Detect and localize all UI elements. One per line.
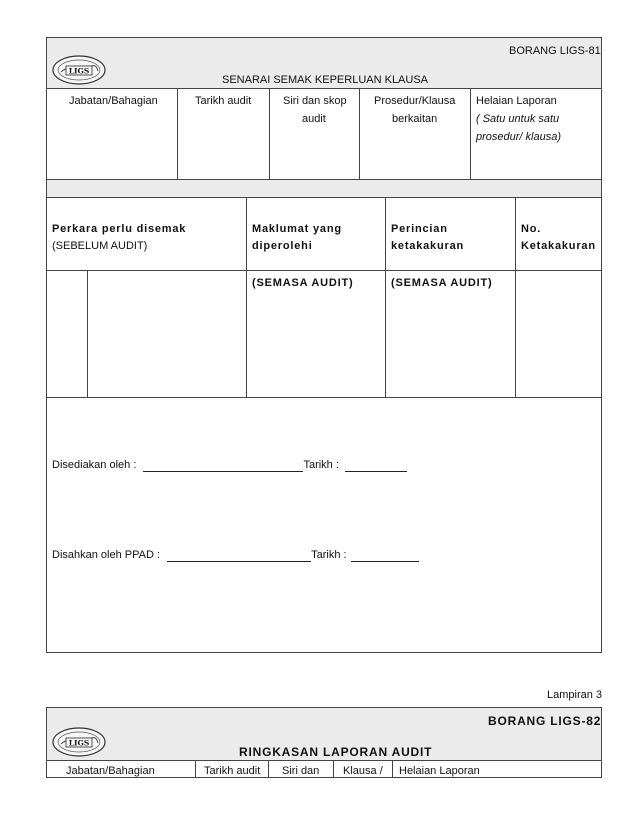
- form-title: SENARAI SEMAK KEPERLUAN KLAUSA: [222, 74, 429, 86]
- ligs-logo: [52, 55, 106, 85]
- header-perkara: Perkara perlu disemak: [52, 223, 187, 235]
- header-prosedur-line2: berkaitan: [392, 113, 438, 125]
- header-helaian-line3: prosedur/ klausa): [476, 131, 561, 143]
- svg-text:LIGS: LIGS: [68, 738, 90, 748]
- header-sebelum-audit: (SEBELUM AUDIT): [52, 240, 148, 252]
- header-no-line1: No.: [521, 223, 542, 235]
- form2-rule-header: [46, 760, 602, 761]
- svg-text:LIGS: LIGS: [68, 66, 90, 76]
- border-left: [46, 37, 47, 653]
- col-div-6: [385, 197, 386, 398]
- header-maklumat-line1: Maklumat yang: [252, 223, 342, 235]
- header-jabatan: Jabatan/Bahagian: [69, 95, 158, 107]
- field-disediakan-oleh[interactable]: [143, 460, 303, 472]
- border-right: [601, 37, 602, 653]
- signoff-disahkan: [52, 548, 419, 562]
- rule-header: [46, 88, 602, 89]
- form2-col-div-4: [392, 760, 393, 777]
- label-disediakan: Disediakan oleh :: [52, 459, 137, 471]
- header-perincian-line1: Perincian: [391, 223, 448, 235]
- field-tarikh-1[interactable]: [345, 460, 407, 472]
- form2-border-top: [46, 707, 602, 708]
- rule-section-body: [46, 397, 602, 398]
- label-tarikh-1: Tarikh :: [303, 459, 339, 471]
- spacer-row: [47, 180, 601, 197]
- label-disahkan: Disahkan oleh PPAD :: [52, 549, 161, 561]
- form2-header-tarikh: Tarikh audit: [204, 765, 261, 777]
- border-bottom: [46, 652, 602, 653]
- header-perincian-line2: ketakakuran: [391, 240, 465, 252]
- col-div-5: [246, 197, 247, 398]
- header-helaian-line1: Helaian Laporan: [476, 95, 557, 107]
- label-tarikh-2: Tarikh :: [311, 549, 347, 561]
- header-siri-line2: audit: [302, 113, 326, 125]
- field-disahkan-oleh[interactable]: [167, 550, 311, 562]
- col-div-4: [470, 88, 471, 180]
- col-div-1: [177, 88, 178, 180]
- field-tarikh-2[interactable]: [351, 550, 419, 562]
- ligs-logo-2: [52, 727, 106, 757]
- form2-header-jabatan: Jabatan/Bahagian: [66, 765, 155, 777]
- border-top: [46, 37, 602, 38]
- form2-title: RINGKASAN LAPORAN AUDIT: [239, 745, 433, 759]
- header-maklumat-line2: diperolehi: [252, 240, 313, 252]
- header-tarikh-audit: Tarikh audit: [195, 95, 252, 107]
- rule-spacer: [46, 197, 602, 198]
- form-code: BORANG LIGS-81: [509, 45, 601, 57]
- form2-col-div-1: [195, 760, 196, 777]
- form2-header-siri: Siri dan: [282, 765, 320, 777]
- header-helaian-line2: ( Satu untuk satu: [476, 113, 560, 125]
- rule-info: [46, 179, 602, 180]
- signoff-disediakan: [52, 458, 407, 472]
- col-div-3: [359, 88, 360, 180]
- form2-border-left: [46, 707, 47, 778]
- col-div-7: [515, 197, 516, 398]
- col-div-8: [87, 270, 88, 398]
- rule-section-header: [46, 270, 602, 271]
- header-siri-line1: Siri dan skop: [283, 95, 347, 107]
- form2-col-div-3: [333, 760, 334, 777]
- label-semasa-audit-1: (SEMASA AUDIT): [252, 277, 354, 289]
- label-semasa-audit-2: (SEMASA AUDIT): [391, 277, 493, 289]
- form2-header-klausa: Klausa /: [343, 765, 383, 777]
- lampiran-label: Lampiran 3: [547, 689, 603, 701]
- header-prosedur-line1: Prosedur/Klausa: [374, 95, 456, 107]
- col-div-2: [269, 88, 270, 180]
- form2-header-helaian: Helaian Laporan: [399, 765, 480, 777]
- form2-code: BORANG LIGS-82: [488, 714, 602, 728]
- header-no-line2: Ketakakuran: [521, 240, 596, 252]
- form2-col-div-2: [268, 760, 269, 777]
